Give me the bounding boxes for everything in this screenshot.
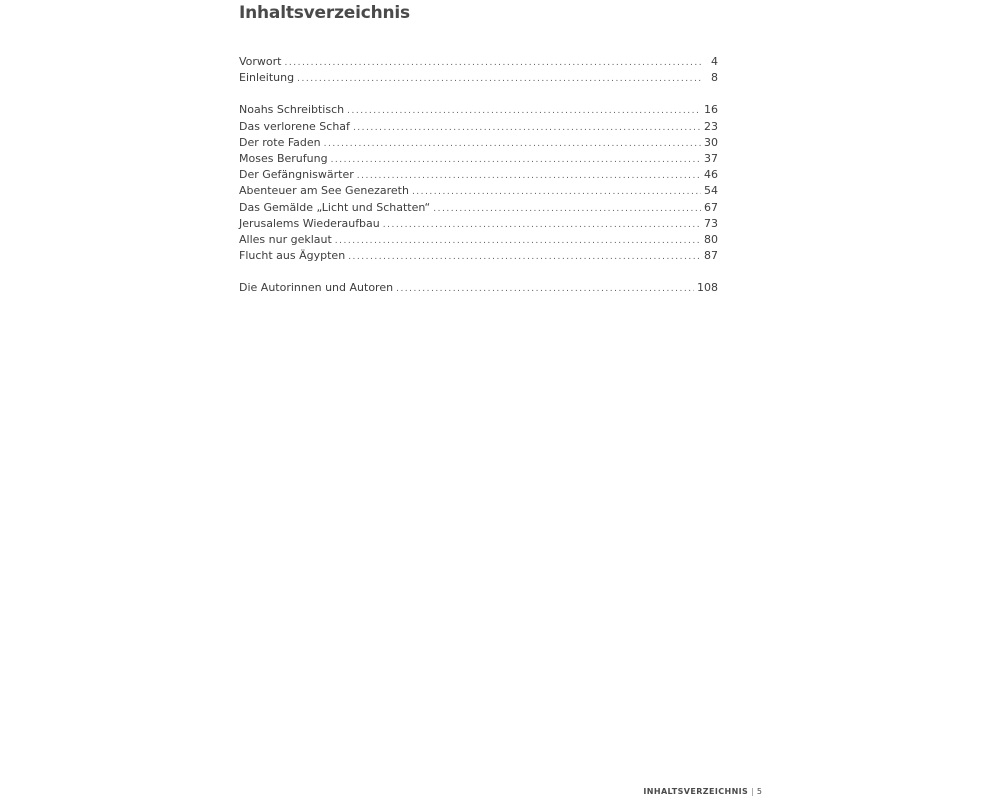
toc-entry[interactable] <box>239 119 718 135</box>
toc-entry[interactable] <box>239 151 718 167</box>
footer-section-label: INHALTSVERZEICHNIS <box>643 787 749 796</box>
dot-leader <box>353 120 701 136</box>
toc-group-front-matter <box>239 54 718 86</box>
toc-entry[interactable] <box>239 167 718 183</box>
dot-leader <box>297 71 701 87</box>
dot-leader <box>396 281 694 297</box>
dot-leader <box>348 249 701 265</box>
toc-entry-page: 37 <box>704 151 718 165</box>
toc-group-back-matter <box>239 280 718 296</box>
dot-leader <box>347 103 701 119</box>
dot-leader <box>331 152 701 168</box>
toc-entry-page: 16 <box>704 103 718 117</box>
toc-entry[interactable] <box>239 216 718 232</box>
toc-entry-page: 67 <box>704 200 718 214</box>
toc-entry-page: 23 <box>704 119 718 133</box>
toc-group-chapters <box>239 102 718 264</box>
toc-entry-title: Der rote Faden <box>239 135 321 149</box>
toc-entry-title: Das Gemälde „Licht und Schatten“ <box>239 200 431 214</box>
dot-leader <box>412 184 701 200</box>
table-of-contents <box>239 54 718 296</box>
toc-entry-title: Das verlorene Schaf <box>239 119 350 133</box>
toc-entry-title: Vorwort <box>239 55 282 68</box>
toc-entry-page: 87 <box>704 249 718 263</box>
toc-entry-title: Einleitung <box>239 71 295 85</box>
page-title: Inhaltsverzeichnis <box>239 3 410 23</box>
toc-entry[interactable] <box>239 183 718 199</box>
toc-entry-title: Der Gefängniswärter <box>239 168 354 182</box>
dot-leader <box>433 201 701 217</box>
dot-leader <box>357 168 701 184</box>
dot-leader <box>335 233 701 249</box>
toc-entry[interactable] <box>239 70 718 86</box>
toc-entry-page: 108 <box>697 281 718 295</box>
toc-entry-title: Die Autorinnen und Autoren <box>239 281 394 295</box>
running-footer <box>643 787 762 797</box>
footer-separator: | <box>751 787 754 796</box>
toc-entry-page: 80 <box>704 232 718 246</box>
toc-entry-title: Noahs Schreibtisch <box>239 103 345 117</box>
toc-entry-page: 54 <box>704 184 718 198</box>
toc-entry-page: 46 <box>704 168 718 182</box>
toc-entry-page: 73 <box>704 216 718 230</box>
toc-entry[interactable] <box>239 200 718 216</box>
toc-entry[interactable] <box>239 248 718 264</box>
toc-entry-title: Jerusalems Wiederaufbau <box>239 216 380 230</box>
toc-entry-title: Moses Berufung <box>239 151 328 165</box>
dot-leader <box>324 136 701 152</box>
toc-entry[interactable] <box>239 232 718 248</box>
toc-entry[interactable] <box>239 102 718 118</box>
toc-entry-page: 30 <box>704 135 718 149</box>
dot-leader <box>383 217 701 233</box>
toc-entry-title: Flucht aus Ägypten <box>239 249 346 263</box>
footer-page-number: 5 <box>756 787 762 796</box>
toc-entry-page: 4 <box>711 55 718 68</box>
toc-entry-title: Abenteuer am See Genezareth <box>239 184 409 198</box>
toc-entry[interactable] <box>239 135 718 151</box>
toc-entry[interactable] <box>239 54 718 70</box>
toc-entry[interactable] <box>239 280 718 296</box>
toc-entry-page: 8 <box>711 71 718 85</box>
dot-leader <box>285 55 702 71</box>
toc-entry-title: Alles nur geklaut <box>239 232 332 246</box>
